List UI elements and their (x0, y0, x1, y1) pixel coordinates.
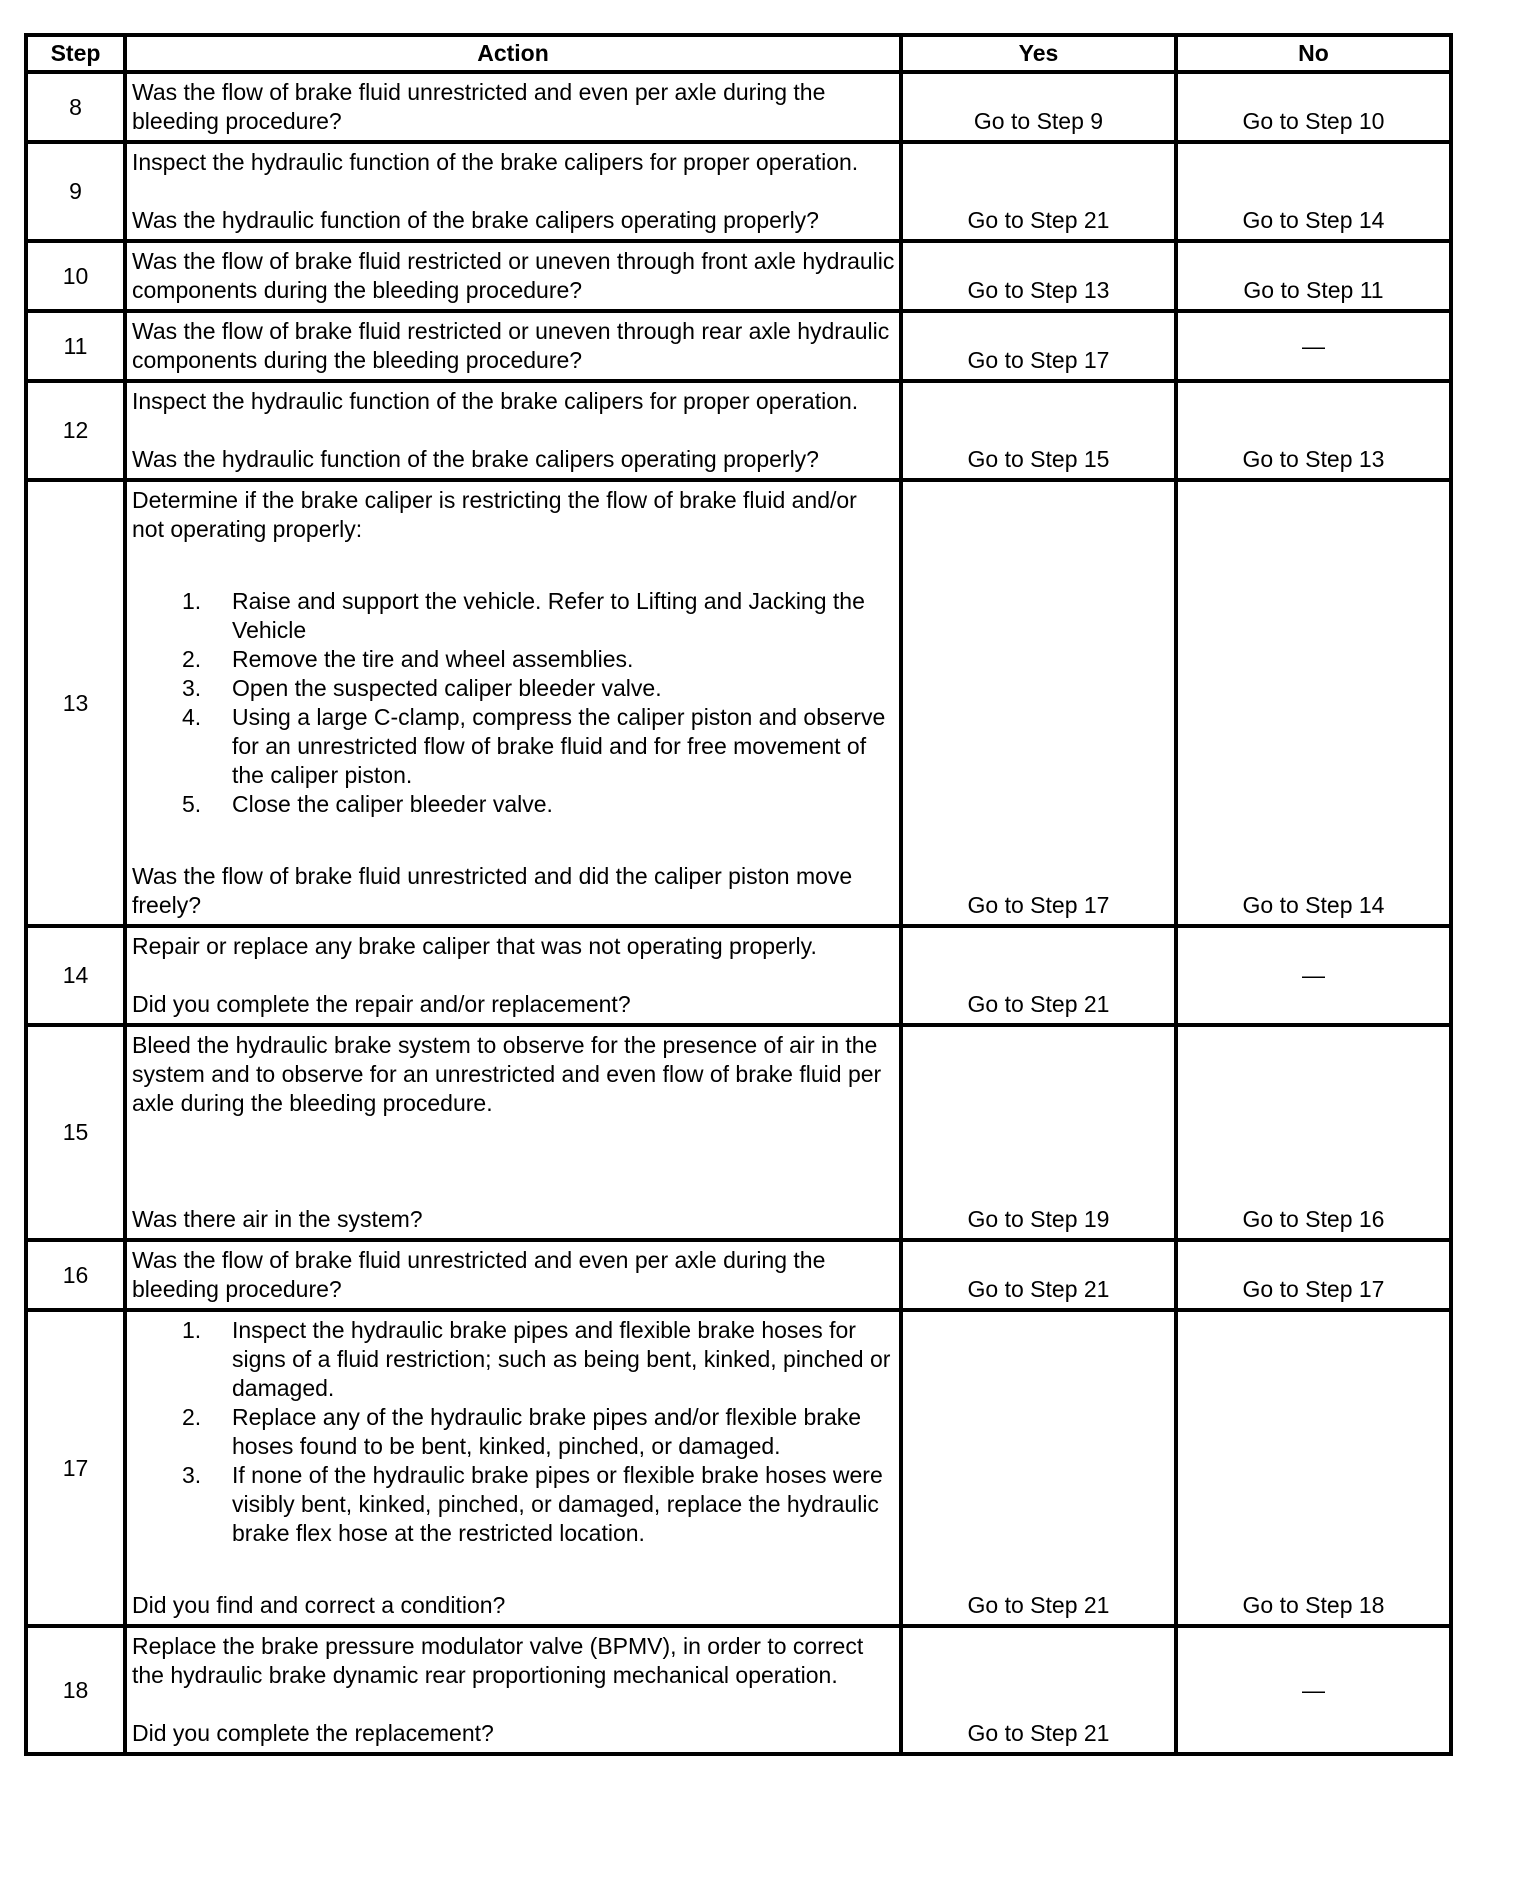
action-question: Was the hydraulic function of the brake calipers operating properly? (132, 446, 819, 472)
list-item-number: 1. (182, 588, 202, 614)
table-row (26, 480, 1451, 926)
yes-cell: Go to Step 17 (901, 311, 1176, 381)
header-row (26, 35, 1451, 72)
step-number: 15 (26, 1025, 125, 1240)
list-item-text: If none of the hydraulic brake pipes or flexible brake hoses were visibly bent, kinked, pinched, or damaged, replace the hydraulic brake flex hose at the restricted location. (232, 1462, 883, 1546)
no-cell: — (1176, 1626, 1451, 1754)
yes-cell: Go to Step 9 (901, 72, 1176, 142)
no-cell: Go to Step 10 (1176, 72, 1451, 142)
action-column-header: Action (125, 35, 901, 72)
action-text: Was the flow of brake fluid unrestricted and even per axle during the bleeding procedure? (132, 79, 826, 134)
action-cell (125, 1240, 901, 1310)
table-row (26, 241, 1451, 311)
list-item-number: 2. (182, 646, 202, 672)
no-column-header: No (1176, 35, 1451, 72)
action-cell (125, 1025, 901, 1240)
list-item-text: Remove the tire and wheel assemblies. (232, 646, 634, 672)
yes-cell: Go to Step 21 (901, 1310, 1176, 1626)
table-row (26, 311, 1451, 381)
yes-cell: Go to Step 21 (901, 926, 1176, 1025)
no-cell: Go to Step 17 (1176, 1240, 1451, 1310)
list-item-text: Using a large C-clamp, compress the caliper piston and observe for an unrestricted flow of brake fluid and for free movement of the caliper piston. (232, 704, 886, 788)
yes-cell: Go to Step 13 (901, 241, 1176, 311)
action-question: Did you complete the repair and/or replacement? (132, 991, 631, 1017)
action-cell (125, 142, 901, 241)
yes-cell: Go to Step 15 (901, 381, 1176, 480)
action-cell (125, 241, 901, 311)
list-item (132, 703, 895, 790)
table-row (26, 1310, 1451, 1626)
action-text: Was the flow of brake fluid unrestricted and even per axle during the bleeding procedure? (132, 1247, 826, 1302)
no-cell: Go to Step 16 (1176, 1025, 1451, 1240)
table-row (26, 1025, 1451, 1240)
list-item-number: 1. (182, 1317, 202, 1343)
action-text: Was the flow of brake fluid restricted or uneven through rear axle hydraulic components during the bleeding procedure? (132, 318, 890, 373)
list-item-number: 3. (182, 675, 202, 701)
yes-cell: Go to Step 21 (901, 142, 1176, 241)
step-number: 17 (26, 1310, 125, 1626)
action-text: Was the flow of brake fluid restricted or uneven through front axle hydraulic components during the bleeding procedure? (132, 248, 895, 303)
action-question: Was the hydraulic function of the brake calipers operating properly? (132, 207, 819, 233)
table-row (26, 1240, 1451, 1310)
no-cell: Go to Step 14 (1176, 480, 1451, 926)
step-number: 13 (26, 480, 125, 926)
action-text: Bleed the hydraulic brake system to observe for the presence of air in the system and to observe for an unrestricted and even flow of brake fluid per axle during the bleeding procedure. (132, 1032, 882, 1116)
step-number: 11 (26, 311, 125, 381)
action-question: Did you complete the replacement? (132, 1720, 494, 1746)
action-text: Repair or replace any brake caliper that was not operating properly. (132, 933, 817, 959)
step-number: 9 (26, 142, 125, 241)
table-row (26, 381, 1451, 480)
list-item (132, 1461, 895, 1548)
list-item-text: Close the caliper bleeder valve. (232, 791, 553, 817)
list-item-number: 3. (182, 1462, 202, 1488)
action-question: Was there air in the system? (132, 1206, 423, 1232)
no-cell: — (1176, 311, 1451, 381)
list-item (132, 1316, 895, 1403)
list-item-number: 4. (182, 704, 202, 730)
list-item-text: Raise and support the vehicle. Refer to Lifting and Jacking the Vehicle (232, 588, 865, 643)
list-item-number: 5. (182, 791, 202, 817)
list-item-text: Inspect the hydraulic brake pipes and flexible brake hoses for signs of a fluid restriction; such as being bent, kinked, pinched or damaged. (232, 1317, 891, 1401)
yes-cell: Go to Step 19 (901, 1025, 1176, 1240)
yes-column-header: Yes (901, 35, 1176, 72)
step-number: 8 (26, 72, 125, 142)
list-item (132, 790, 895, 819)
action-text: Inspect the hydraulic function of the brake calipers for proper operation. (132, 388, 859, 414)
step-number: 18 (26, 1626, 125, 1754)
yes-cell: Go to Step 17 (901, 480, 1176, 926)
table-row (26, 926, 1451, 1025)
action-text: Replace the brake pressure modulator valve (BPMV), in order to correct the hydraulic brake dynamic rear proportioning mechanical operation. (132, 1633, 864, 1688)
table-row (26, 142, 1451, 241)
no-cell: Go to Step 13 (1176, 381, 1451, 480)
procedure-list (132, 1316, 895, 1548)
list-item-text: Replace any of the hydraulic brake pipes and/or flexible brake hoses found to be bent, kinked, pinched, or damaged. (232, 1404, 862, 1459)
no-cell: Go to Step 11 (1176, 241, 1451, 311)
list-item-text: Open the suspected caliper bleeder valve. (232, 675, 662, 701)
no-cell: Go to Step 14 (1176, 142, 1451, 241)
action-question: Was the flow of brake fluid unrestricted and did the caliper piston move freely? (132, 863, 853, 918)
no-cell: — (1176, 926, 1451, 1025)
no-cell: Go to Step 18 (1176, 1310, 1451, 1626)
action-question: Did you find and correct a condition? (132, 1592, 506, 1618)
action-cell (125, 381, 901, 480)
list-item (132, 587, 895, 645)
list-item (132, 674, 895, 703)
action-cell (125, 311, 901, 381)
action-cell (125, 1310, 901, 1626)
action-text: Inspect the hydraulic function of the brake calipers for proper operation. (132, 149, 859, 175)
table-row (26, 72, 1451, 142)
list-item (132, 645, 895, 674)
diagnostic-table (24, 33, 1453, 1756)
action-cell (125, 72, 901, 142)
yes-cell: Go to Step 21 (901, 1240, 1176, 1310)
procedure-list (132, 587, 895, 819)
list-item-number: 2. (182, 1404, 202, 1430)
step-number: 10 (26, 241, 125, 311)
step-number: 14 (26, 926, 125, 1025)
yes-cell: Go to Step 21 (901, 1626, 1176, 1754)
step-number: 16 (26, 1240, 125, 1310)
action-cell (125, 480, 901, 926)
list-item (132, 1403, 895, 1461)
table-row (26, 1626, 1451, 1754)
action-cell (125, 926, 901, 1025)
action-cell (125, 1626, 901, 1754)
step-number: 12 (26, 381, 125, 480)
step-column-header: Step (26, 35, 125, 72)
action-text: Determine if the brake caliper is restricting the flow of brake fluid and/or not operating properly: (132, 487, 857, 542)
